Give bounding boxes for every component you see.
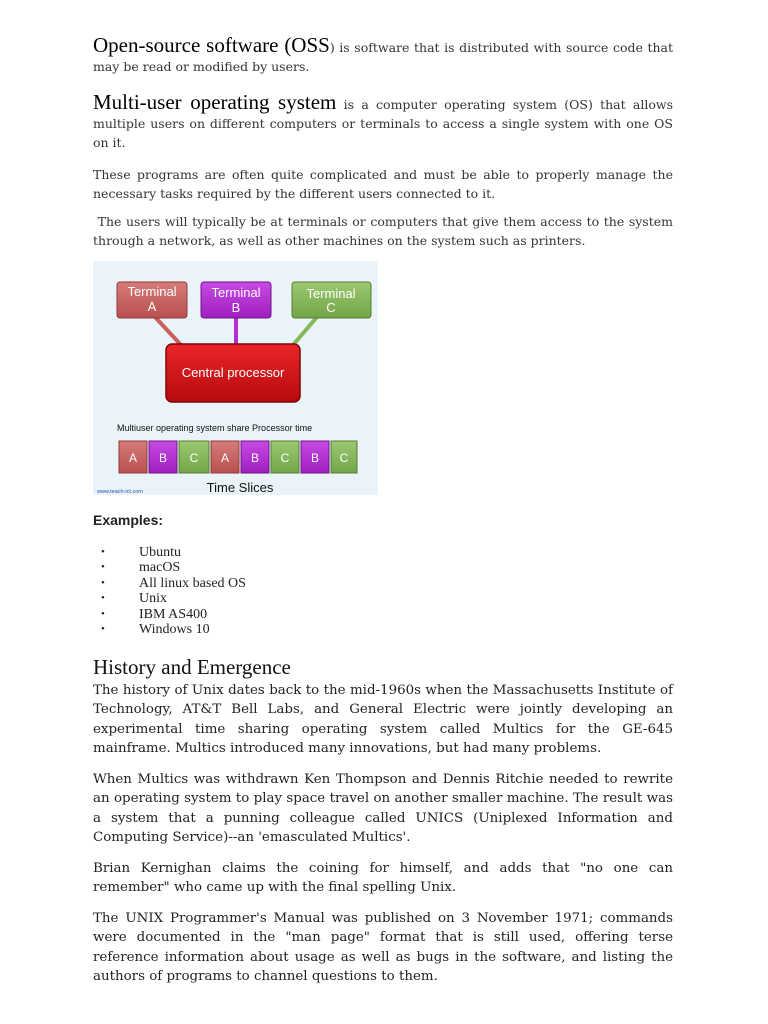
multiuser-diagram: [93, 261, 378, 495]
complicated-paragraph: These programs are often quite complicated and must be able to properly manage the necessary tasks required by the different users connected to it.: [93, 167, 673, 201]
history-heading: History and Emergence: [93, 655, 291, 679]
terminal-b-letter: B: [231, 300, 241, 315]
examples-list: [93, 545, 246, 637]
slice-2-label: B: [158, 451, 168, 465]
terminals-text: The users will typically be at terminals or computers that give them access to the system through a network, as well as other machines on the system such as printers.: [93, 214, 673, 248]
slice-6-label: C: [280, 451, 290, 465]
time-slices: [119, 441, 357, 473]
oss-paragraph: [93, 33, 674, 76]
oss-definition: ) is software that is distributed with source code that may be read or modified by users.: [93, 40, 674, 74]
multiuser-paragraph: [93, 90, 674, 152]
slice-7-label: B: [310, 451, 320, 465]
time-slices-label: Time Slices: [206, 480, 274, 495]
terminal-a-letter: A: [147, 299, 157, 314]
terminal-c-letter: C: [326, 300, 336, 315]
list-item: • Unix: [93, 591, 246, 606]
oss-term: Open-source software (OSS: [93, 33, 330, 57]
central-processor-label: Central processor: [181, 365, 285, 380]
slice-4-label: A: [220, 451, 230, 465]
terminal-a-label: Terminal: [127, 284, 177, 299]
history-paragraph-3: Brian Kernighan claims the coining for himself, and adds that "no one can remember" who came up with the final spelling Unix.: [93, 861, 673, 896]
history-paragraph-1: The history of Unix dates back to the mid-1960s when the Massachusetts Institute of Technology, AT&T Bell Labs, and General Electric were jointly developing an experimental time sharing operating system called Multics for the GE-645 mainframe. Multics introduced many innovations, but had many problems.: [93, 683, 673, 756]
diagram-caption: Multiuser operating system share Processor time: [117, 423, 313, 433]
list-item: • macOS: [93, 560, 246, 575]
examples-heading: Examples:: [93, 512, 164, 528]
list-item: • Windows 10: [93, 622, 246, 637]
history-paragraph-2: When Multics was withdrawn Ken Thompson and Dennis Ritchie needed to rewrite an operating system to play space travel on another smaller machine. The result was a system that a punning colleague called UNICS (Uniplexed Information and Computing Service)--an 'emasculated Multics'.: [93, 772, 673, 845]
diagram-credit: www.teach-ict.com: [97, 489, 143, 495]
history-paragraph-4: The UNIX Programmer's Manual was published on 3 November 1971; commands were documented in the "man page" format that is still used, offering terse reference information about usage as well as bugs in the software, and listing the authors of programs to channel questions to them.: [93, 911, 673, 984]
multiuser-term: Multi-user operating system: [93, 90, 337, 114]
slice-1-label: A: [128, 451, 138, 465]
slice-3-label: C: [189, 451, 199, 465]
slice-8-label: C: [339, 451, 349, 465]
terminal-b-label: Terminal: [211, 285, 261, 300]
list-item: • All linux based OS: [93, 576, 246, 591]
terminals-paragraph: [93, 212, 673, 250]
list-item: • Ubuntu: [93, 545, 246, 560]
slice-5-label: B: [250, 451, 260, 465]
terminal-c-label: Terminal: [306, 286, 356, 301]
list-item: • IBM AS400: [93, 607, 246, 622]
multiuser-definition: is a computer operating system (OS) that allows multiple users on different computers or terminals to access a single system with one OS on it.: [93, 97, 674, 150]
